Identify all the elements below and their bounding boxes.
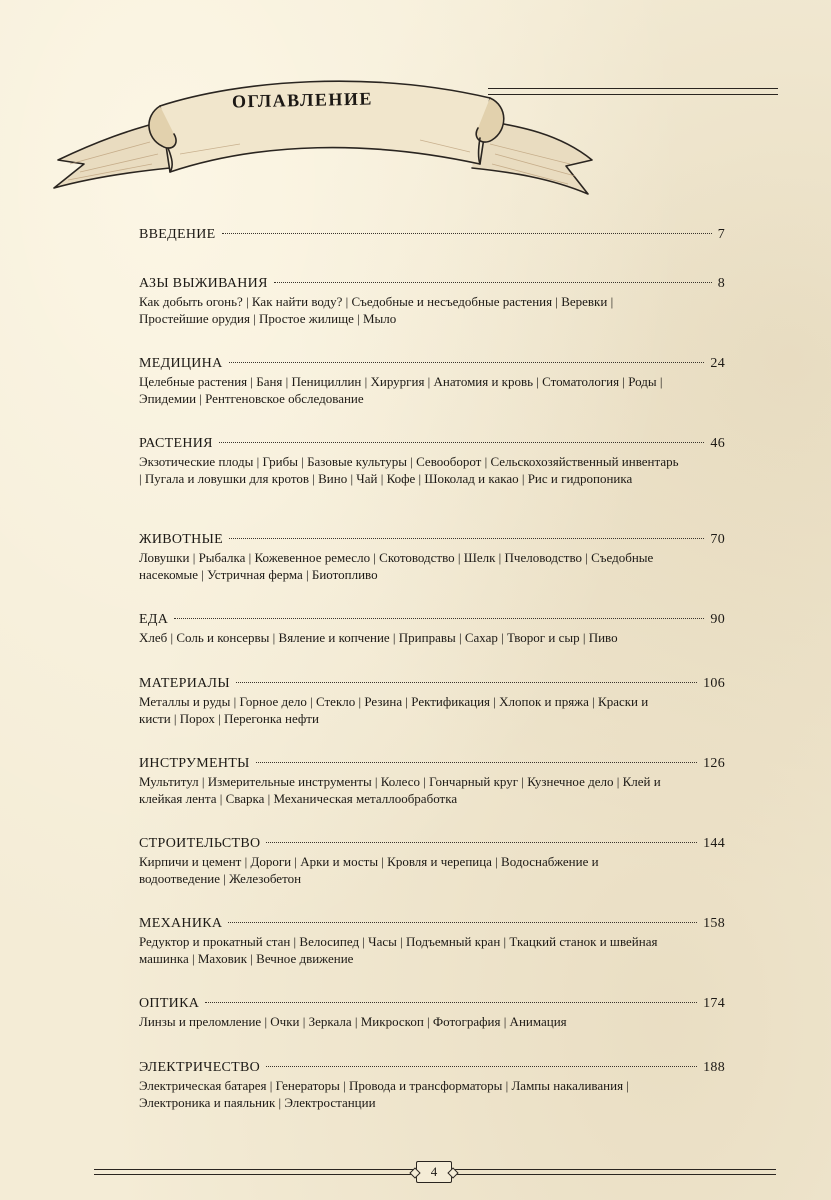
toc-entry-page: 70: [710, 532, 725, 547]
toc-entry-heading: [139, 531, 725, 549]
toc-entry-title: ИНСТРУМЕНТЫ: [139, 756, 250, 771]
dot-leader: [228, 922, 697, 923]
toc-entry-title: МЕДИЦИНА: [139, 356, 223, 371]
toc-entry[interactable]: [139, 675, 725, 727]
dot-leader: [256, 762, 697, 763]
dot-leader: [266, 842, 697, 843]
toc-entry-title: МЕХАНИКА: [139, 916, 223, 931]
toc-entry-subtopics: Линзы и преломление | Очки | Зеркала | Микроскоп | Фотография | Анимация: [139, 1014, 567, 1029]
toc-entry[interactable]: [139, 355, 725, 407]
toc-entry-subtopics: Хлеб | Соль и консервы | Вяление и копчение | Приправы | Сахар | Творог и сыр | Пиво: [139, 630, 618, 645]
toc-entry[interactable]: [139, 611, 725, 647]
toc-entry-page: 106: [703, 676, 725, 691]
toc-entry-heading: [139, 675, 725, 693]
toc-entry-heading: [139, 995, 725, 1013]
header-rule: [488, 88, 778, 98]
toc-entry-page: 158: [703, 916, 725, 931]
toc-entry-page: 8: [717, 276, 725, 291]
toc-entry-title: РАСТЕНИЯ: [139, 436, 213, 451]
page-number: 4: [416, 1161, 452, 1183]
toc-entry-title: МАТЕРИАЛЫ: [139, 676, 230, 691]
dot-leader: [174, 618, 704, 619]
toc-entry-page: 188: [703, 1060, 725, 1075]
toc-entry[interactable]: [139, 755, 725, 807]
toc-entry-heading: [139, 355, 725, 373]
toc-entry-page: 144: [703, 836, 725, 851]
toc-entry-title: СТРОИТЕЛЬСТВО: [139, 836, 261, 851]
toc-entry-subtopics: Мультитул | Измерительные инструменты | Колесо | Гончарный круг | Кузнечное дело | Клей и клейкая лента | Сварка | Механическая металлообработка: [139, 774, 661, 806]
toc-entry[interactable]: [139, 531, 725, 583]
toc-entry-title: ЭЛЕКТРИЧЕСТВО: [139, 1060, 261, 1075]
toc-entry-page: 174: [703, 996, 725, 1011]
toc-entry-page: 24: [710, 356, 725, 371]
toc-entry-heading: [139, 755, 725, 773]
toc-entry-page: 7: [717, 227, 725, 242]
page-footer: [94, 1159, 776, 1189]
dot-leader: [205, 1002, 697, 1003]
toc-entry-subtopics: Редуктор и прокатный стан | Велосипед | Часы | Подъемный кран | Ткацкий станок и швейная машинка | Маховик | Вечное движение: [139, 934, 658, 966]
toc-entry-subtopics: Кирпичи и цемент | Дороги | Арки и мосты | Кровля и черепица | Водоснабжение и водоотведение | Железобетон: [139, 854, 599, 886]
dot-leader: [274, 282, 712, 283]
toc-entry-heading: [139, 275, 725, 293]
toc-entry-title: АЗЫ ВЫЖИВАНИЯ: [139, 276, 268, 291]
toc-entry-title: ОПТИКА: [139, 996, 200, 1011]
toc-entry[interactable]: [139, 915, 725, 967]
dot-leader: [222, 233, 712, 234]
toc-entry[interactable]: [139, 226, 725, 244]
toc-entry-heading: [139, 1059, 725, 1077]
toc-entry-title: ЕДА: [139, 612, 169, 627]
toc-entry-subtopics: Ловушки | Рыбалка | Кожевенное ремесло | Скотоводство | Шелк | Пчеловодство | Съедобные насекомые | Устричная ферма | Биотопливо: [139, 550, 654, 582]
dot-leader: [229, 362, 705, 363]
toc-entry-title: ВВЕДЕНИЕ: [139, 227, 216, 242]
toc-entry[interactable]: [139, 275, 725, 327]
toc-entry-page: 90: [710, 612, 725, 627]
dot-leader: [219, 442, 705, 443]
dot-leader: [236, 682, 697, 683]
toc-entry-subtopics: Экзотические плоды | Грибы | Базовые культуры | Севооборот | Сельскохозяйственный инвентарь | Пугала и ловушки для кротов | Вино | Чай | Кофе | Шоколад и какао | Рис и гидропоника: [139, 454, 679, 486]
scroll-banner: [40, 60, 600, 220]
toc-entry-title: ЖИВОТНЫЕ: [139, 532, 223, 547]
toc-entry-page: 126: [703, 756, 725, 771]
toc-entry-heading: [139, 915, 725, 933]
toc-entry-subtopics: Металлы и руды | Горное дело | Стекло | Резина | Ректификация | Хлопок и пряжа | Краски и кисти | Порох | Перегонка нефти: [139, 694, 649, 726]
toc-entry-heading: [139, 835, 725, 853]
toc-entry-page: 46: [710, 436, 725, 451]
dot-leader: [266, 1066, 697, 1067]
toc-entry-heading: [139, 611, 725, 629]
toc-entry-heading: [139, 435, 725, 453]
toc-entry-heading: [139, 226, 725, 244]
toc-entry[interactable]: [139, 435, 725, 487]
toc-entry[interactable]: [139, 995, 725, 1031]
toc-entry-subtopics: Целебные растения | Баня | Пенициллин | Хирургия | Анатомия и кровь | Стоматология | Роды | Эпидемии | Рентгеновское обследование: [139, 374, 663, 406]
toc-entry[interactable]: [139, 1059, 725, 1111]
dot-leader: [229, 538, 704, 539]
toc-entry-subtopics: Как добыть огонь? | Как найти воду? | Съедобные и несъедобные растения | Веревки | Простейшие орудия | Простое жилище | Мыло: [139, 294, 614, 326]
toc-entry[interactable]: [139, 835, 725, 887]
toc-entry-subtopics: Электрическая батарея | Генераторы | Провода и трансформаторы | Лампы накаливания | Электроника и паяльник | Электростанции: [139, 1078, 629, 1110]
page-title: ОГЛАВЛЕНИЕ: [231, 88, 374, 112]
